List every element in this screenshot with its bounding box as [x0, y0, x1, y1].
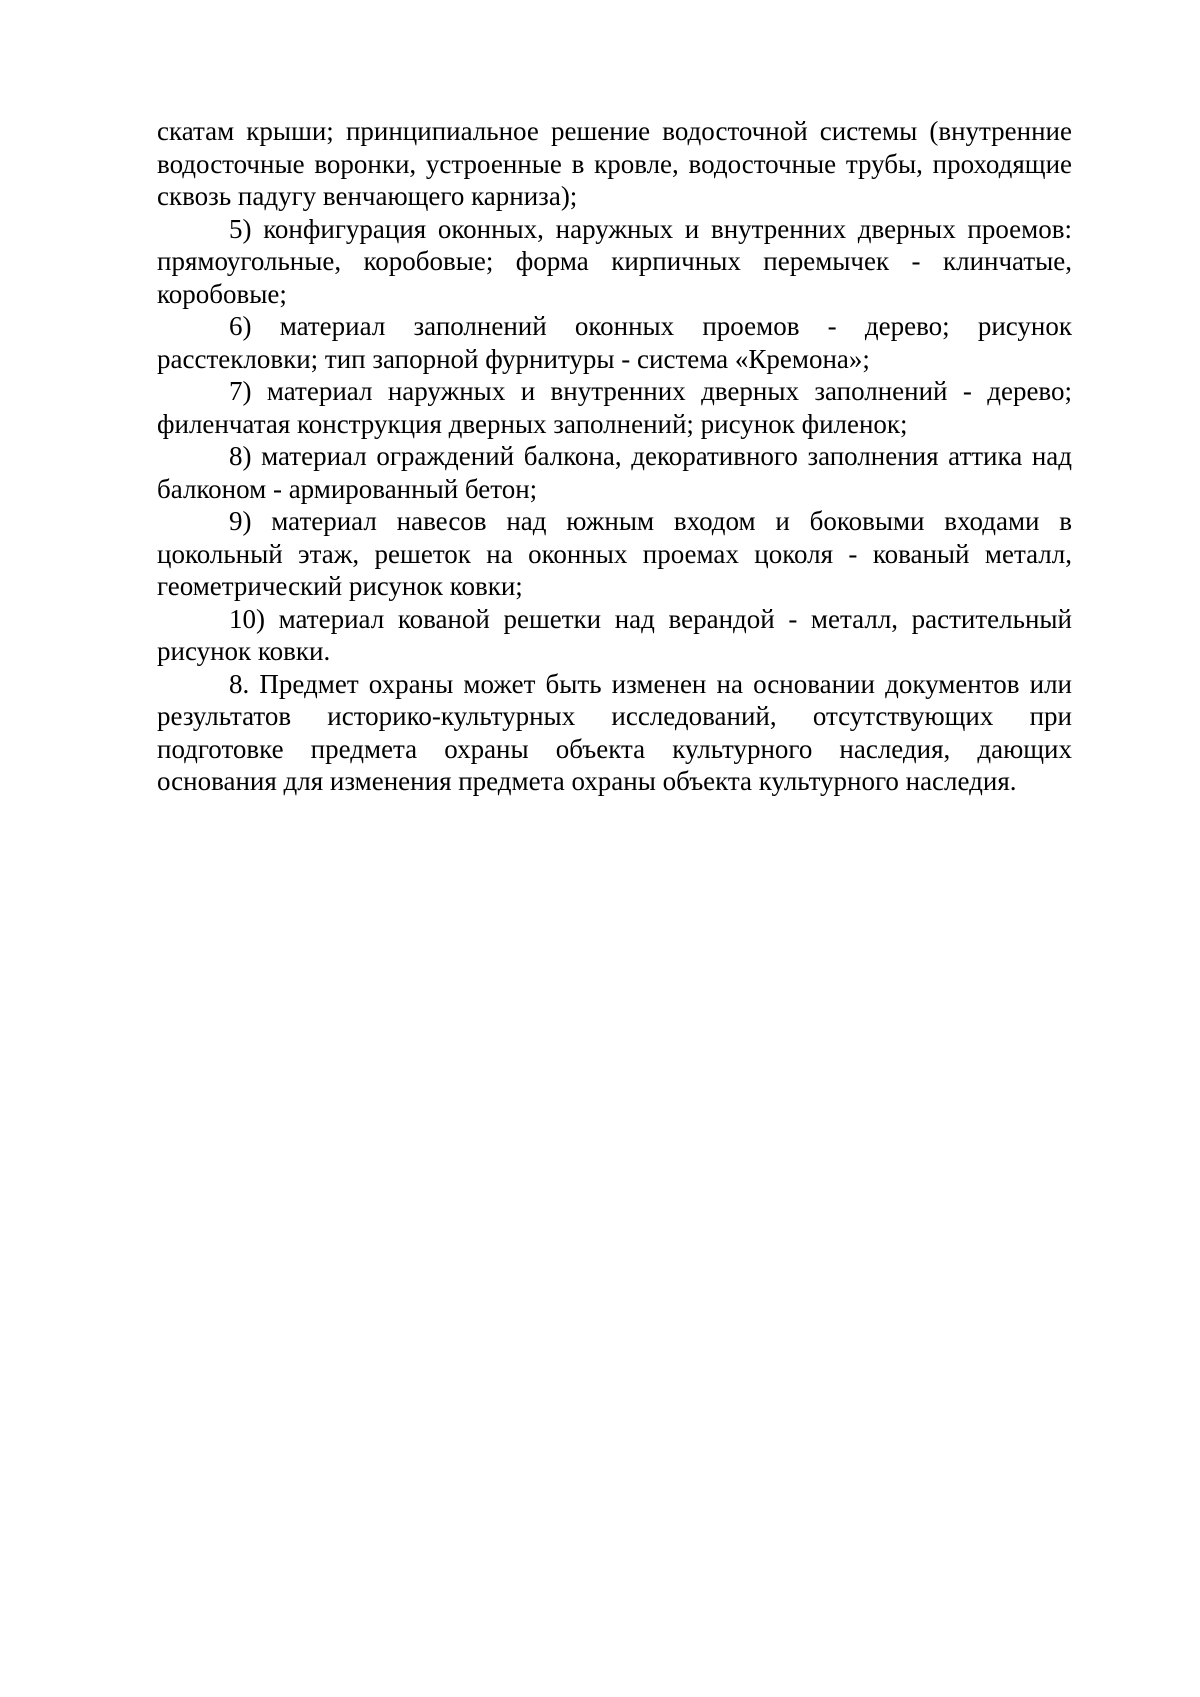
paragraph-item-9: 9) материал навесов над южным входом и боковыми входами в цокольный этаж, решеток на оконных проемах цоколя - кованый металл, геометрический рисунок ковки; — [157, 506, 1072, 601]
paragraph-section-8: 8. Предмет охраны может быть изменен на основании документов или результатов историко-культурных исследований, отсутствующих при подготовке предмета охраны объекта культурного наследия, дающих основания для изменения предмета охраны объекта культурного наследия. — [157, 668, 1072, 796]
document-body — [157, 115, 1072, 798]
paragraph-item-10: 10) материал кованой решетки над верандой - металл, растительный рисунок ковки. — [157, 603, 1072, 666]
paragraph-item-5: 5) конфигурация оконных, наружных и внутренних дверных проемов: прямоугольные, коробовые; форма кирпичных перемычек - клинчатые, коробовые; — [157, 213, 1072, 309]
paragraph-item-7: 7) материал наружных и внутренних дверных заполнений - дерево; филенчатая конструкция дверных заполнений; рисунок филенок; — [157, 376, 1072, 439]
paragraph-item-8: 8) материал ограждений балкона, декоративного заполнения аттика над балконом - армированный бетон; — [157, 441, 1072, 504]
paragraph-roof-drainage: скатам крыши; принципиальное решение водосточной системы (внутренние водосточные воронки, устроенные в кровле, водосточные трубы, проходящие сквозь падугу венчающего карниза); — [157, 116, 1072, 211]
paragraph-item-6: 6) материал заполнений оконных проемов - дерево; рисунок расстекловки; тип запорной фурнитуры - система «Кремона»; — [157, 311, 1072, 374]
